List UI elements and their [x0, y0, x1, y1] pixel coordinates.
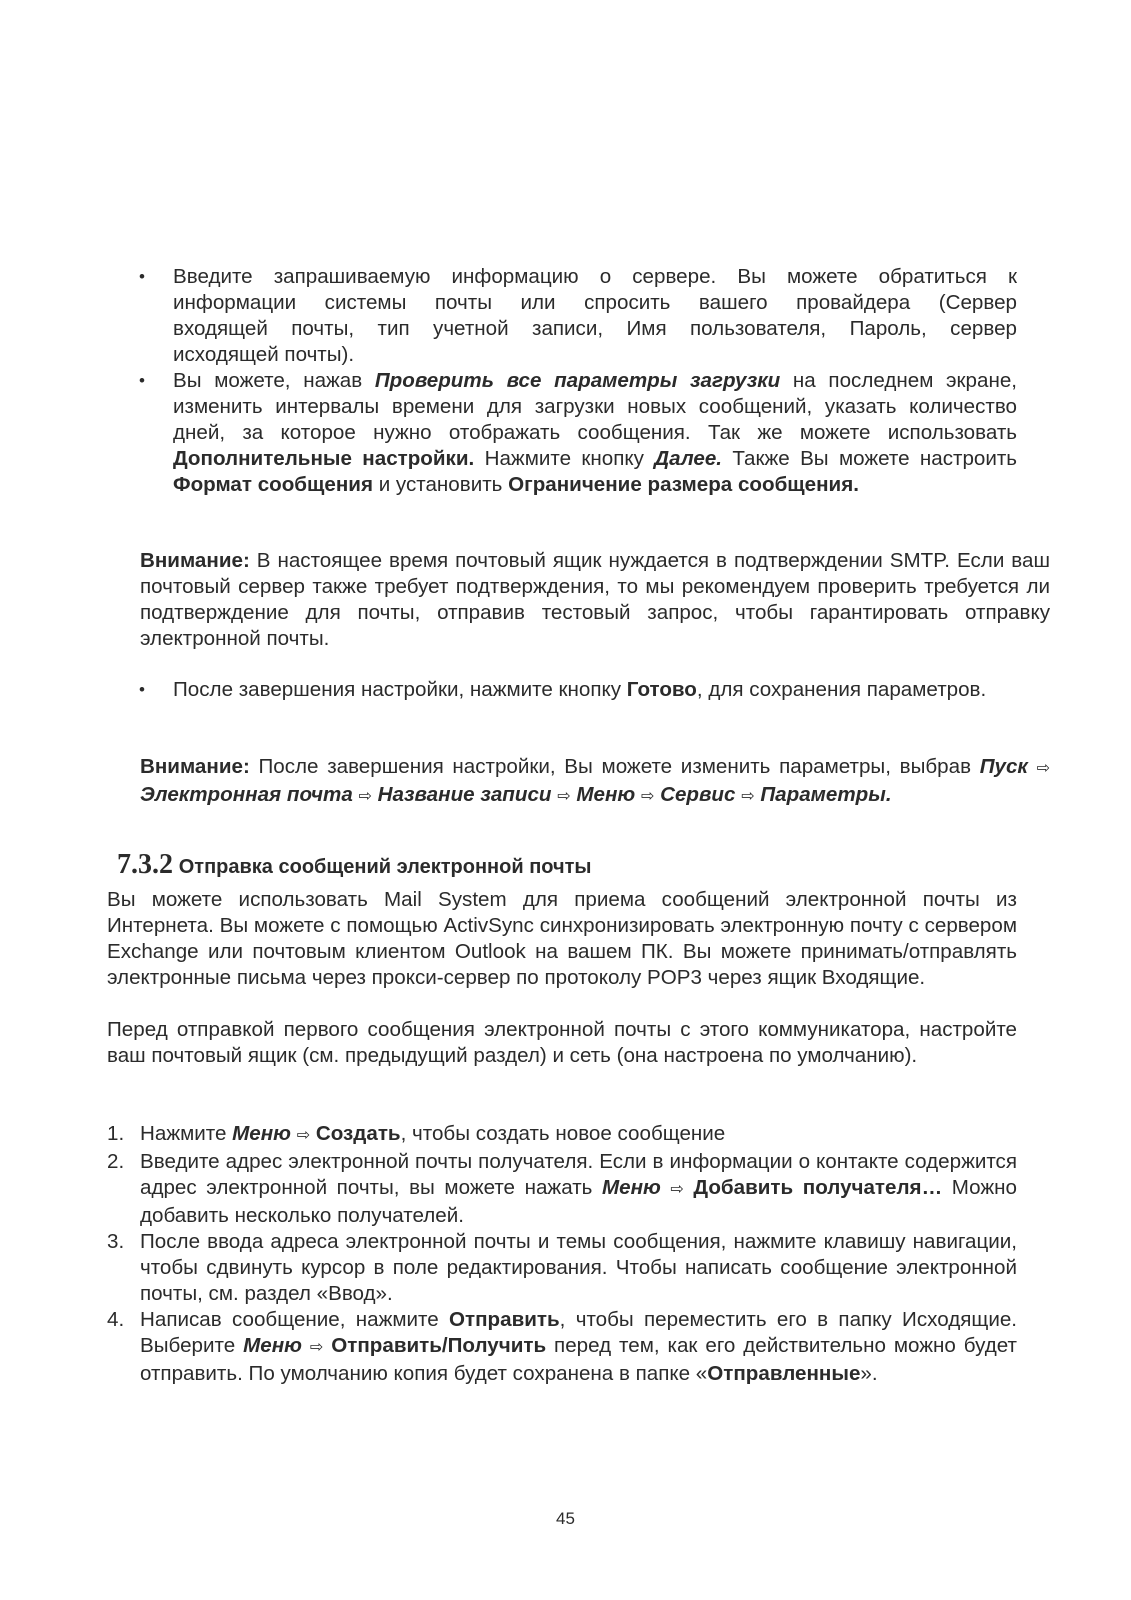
bold-run: Ограничение размера сообщения.	[508, 473, 859, 496]
text-line: Введите запрашиваемую информацию о сервере. Вы можете обратиться к	[173, 265, 1017, 288]
text-run: После ввода адреса электронной почты и темы сообщения, нажмите клавишу навигации, чтобы сдвинуть курсор в поле редактирования. Чтобы написать сообщение электронной почты, см. раздел «Ввод».	[140, 1230, 1017, 1305]
text-run: на последнем экране, изменить интервалы времени для загрузки новых сообщений, указать количество дней, за которое нужно отображать сообщения. Так же можете использовать	[173, 369, 1017, 444]
step-item	[107, 1229, 1017, 1307]
intro-paragraph	[107, 887, 1017, 991]
section-number: 7.3.2	[117, 849, 173, 880]
text-run: , чтобы создать новое сообщение	[400, 1122, 726, 1145]
arrow-icon: ⇨	[358, 788, 372, 805]
bullet-icon: •	[139, 371, 145, 390]
text-run: , чтобы переместить его в папку Исходящие. Выберите	[140, 1308, 1018, 1357]
page-number: 45	[556, 1509, 575, 1528]
list-item	[107, 264, 1017, 368]
arrow-icon: ⇨	[640, 788, 655, 805]
note-label: Внимание:	[140, 755, 250, 778]
note-text: В настоящее время почтовый ящик нуждается в подтверждении SMTP. Если ваш почтовый сервер также требует подтверждения, то мы рекомендуем проверить требуется ли подтверждение для почты, отправив тестовый запрос, чтобы гарантировать отправку электронной почты.	[140, 549, 1050, 650]
text-run: ».	[860, 1362, 878, 1385]
text-run: перед тем, как его действительно можно будет отправить. По умолчанию копия будет сохранена в папке «	[140, 1334, 1017, 1385]
bold-run: Отправленные	[707, 1362, 861, 1385]
text-run: Вы можете, нажав	[173, 369, 375, 392]
menu-path-item: Параметры.	[760, 783, 892, 806]
attention-note	[107, 548, 1050, 652]
step-item	[107, 1121, 1017, 1149]
menu-path-item: Электронная почта	[140, 783, 353, 806]
bold-run: Готово	[626, 678, 697, 701]
section-title: Отправка сообщений электронной почты	[178, 856, 592, 878]
text-run: , для сохранения параметров.	[696, 678, 987, 701]
step-number: 3.	[107, 1230, 125, 1253]
list-item	[107, 677, 1017, 703]
text-run: После завершения настройки, нажмите кнопку	[173, 678, 627, 701]
text-run: Нажмите кнопку	[474, 447, 655, 470]
step-number: 1.	[107, 1122, 125, 1145]
bold-run: Добавить получателя…	[693, 1176, 943, 1199]
list-item	[107, 368, 1017, 498]
bold-italic-run: Меню	[243, 1334, 302, 1357]
arrow-icon: ⇨	[296, 1127, 311, 1144]
arrow-icon: ⇨	[557, 788, 571, 805]
bullet-icon: •	[139, 680, 145, 699]
done-bullet-list	[107, 677, 1017, 703]
section-heading	[117, 849, 1017, 880]
menu-path-item: Меню	[576, 783, 636, 806]
setup-paragraph	[107, 1017, 1017, 1069]
text-line: входящей почты, тип учетной записи, Имя пользователя, Пароль, сервер	[173, 317, 1017, 340]
paragraph: Вы можете использовать Mail System для приема сообщений электронной почты из Интернета. Вы можете с помощью ActivSync синхронизировать электронную почту с сервером Exchange или почтовым клиентом Outlook на вашем ПК. Вы можете принимать/отправлять электронные письма через прокси-сервер по протоколу POP3 через ящик Входящие.	[107, 888, 1017, 989]
menu-path-item: Сервис	[660, 783, 736, 806]
note-text: После завершения настройки, Вы можете изменить параметры, выбрав	[249, 755, 980, 778]
bold-italic-run: Далее.	[654, 447, 723, 470]
bold-italic-run: Меню	[232, 1122, 291, 1145]
bullet-icon: •	[139, 267, 145, 286]
bold-italic-run: Проверить все параметры загрузки	[374, 369, 781, 392]
bold-run: Создать	[315, 1122, 401, 1145]
attention-note-path	[107, 754, 1050, 810]
steps-list	[107, 1121, 1017, 1387]
text-run: Написав сообщение, нажмите	[140, 1308, 450, 1331]
arrow-icon: ⇨	[309, 1339, 324, 1356]
step-number: 2.	[107, 1150, 125, 1173]
arrow-icon: ⇨	[1036, 760, 1050, 777]
bold-run: Дополнительные настройки.	[173, 447, 475, 470]
text-run: Можно добавить несколько получателей.	[140, 1176, 1017, 1227]
text-line: исходящей почты).	[173, 343, 355, 366]
menu-path-item: Название записи	[377, 783, 552, 806]
bold-run: Отправить	[449, 1308, 560, 1331]
setup-bullet-list	[107, 264, 1017, 498]
bold-italic-run: Меню	[601, 1176, 661, 1199]
text-line: информации системы почты или спросить вашего провайдера (Сервер	[173, 291, 1017, 314]
arrow-icon: ⇨	[670, 1181, 684, 1198]
text-run: и установить	[372, 473, 509, 496]
bold-run: Отправить/Получить	[331, 1334, 547, 1357]
step-item	[107, 1149, 1017, 1229]
text-run: Также Вы можете настроить	[722, 447, 1018, 470]
arrow-icon: ⇨	[741, 788, 755, 805]
step-item	[107, 1307, 1017, 1387]
text-run: Нажмите	[140, 1122, 233, 1145]
text-run: Введите адрес электронной почты получателя. Если в информации о контакте содержится адрес электронной почты, вы можете нажать	[140, 1150, 1017, 1199]
note-label: Внимание:	[140, 549, 250, 572]
bold-run: Формат сообщения	[173, 473, 373, 496]
step-number: 4.	[107, 1308, 125, 1331]
paragraph: Перед отправкой первого сообщения электронной почты с этого коммуникатора, настройте ваш почтовый ящик (см. предыдущий раздел) и сеть (она настроена по умолчанию).	[107, 1018, 1017, 1067]
menu-path-item: Пуск	[979, 755, 1028, 778]
